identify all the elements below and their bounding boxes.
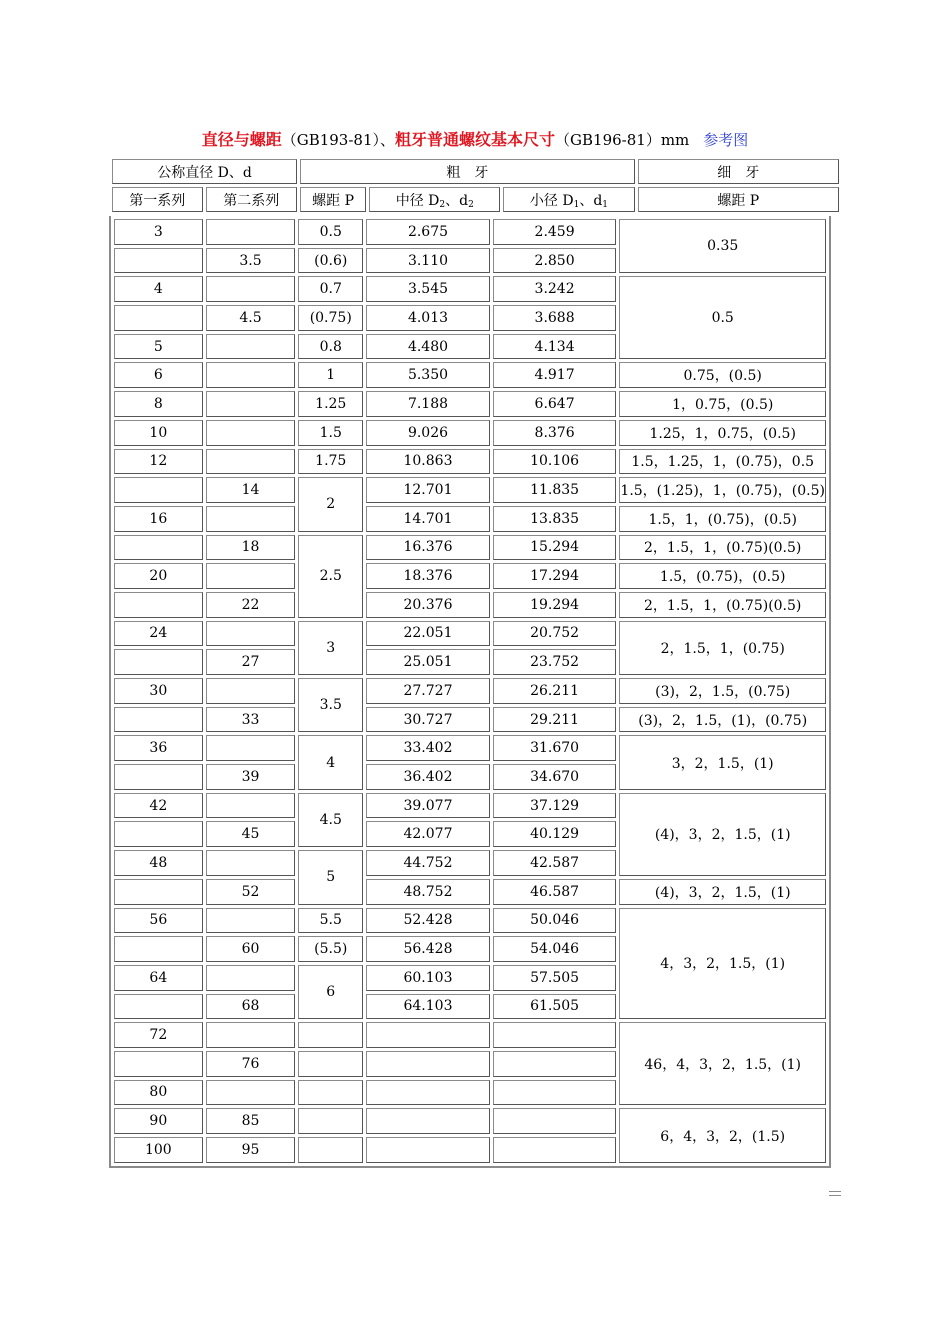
title-part1: 直径与螺距 bbox=[201, 130, 282, 149]
fine-pitch-cell: 1.5，1，(0.75)，(0.5) bbox=[619, 506, 826, 532]
series1-cell: 56 bbox=[114, 908, 203, 934]
pitch-diameter-cell: 36.402 bbox=[366, 764, 490, 790]
coarse-pitch-cell: 3.5 bbox=[298, 678, 363, 732]
table-row bbox=[114, 449, 826, 475]
series2-cell: 22 bbox=[206, 592, 296, 618]
series1-cell bbox=[114, 994, 203, 1020]
pitch-diameter-cell bbox=[366, 1051, 490, 1077]
fine-pitch-cell: 0.5 bbox=[619, 276, 826, 359]
series1-cell: 42 bbox=[114, 793, 203, 819]
series1-cell bbox=[114, 305, 203, 331]
header-series2: 第二系列 bbox=[206, 187, 298, 212]
minor-diameter-cell: 6.647 bbox=[493, 391, 617, 417]
pitch-diameter-cell: 3.545 bbox=[366, 276, 490, 302]
series2-cell bbox=[206, 219, 296, 245]
coarse-pitch-cell: (0.6) bbox=[298, 248, 363, 274]
pitch-diameter-cell: 4.480 bbox=[366, 334, 490, 360]
table-row bbox=[114, 1022, 826, 1048]
minor-diameter-cell: 46.587 bbox=[493, 879, 617, 905]
fine-pitch-cell: 2，1.5，1，(0.75) bbox=[619, 621, 826, 675]
minor-diameter-cell: 3.688 bbox=[493, 305, 617, 331]
series2-cell bbox=[206, 362, 296, 388]
pitch-diameter-cell bbox=[366, 1022, 490, 1048]
coarse-pitch-cell: 0.5 bbox=[298, 219, 363, 245]
table-row bbox=[114, 506, 826, 532]
series1-cell bbox=[114, 936, 203, 962]
minor-diameter-cell: 42.587 bbox=[493, 850, 617, 876]
header-coarse: 粗 牙 bbox=[300, 159, 635, 184]
pitch-diameter-cell: 5.350 bbox=[366, 362, 490, 388]
header-row-2 bbox=[112, 187, 839, 212]
coarse-pitch-cell: 4.5 bbox=[298, 793, 363, 847]
minor-diameter-cell: 54.046 bbox=[493, 936, 617, 962]
pitch-diameter-cell: 22.051 bbox=[366, 621, 490, 647]
coarse-pitch-cell: 2.5 bbox=[298, 535, 363, 618]
coarse-pitch-cell: 2 bbox=[298, 477, 363, 531]
pitch-diameter-cell bbox=[366, 1137, 490, 1163]
minor-diameter-cell: 8.376 bbox=[493, 420, 617, 446]
coarse-pitch-cell bbox=[298, 1108, 363, 1134]
table-edge-decoration bbox=[829, 1191, 841, 1196]
coarse-pitch-cell bbox=[298, 1051, 363, 1077]
header-row-1 bbox=[112, 159, 839, 184]
series1-cell: 5 bbox=[114, 334, 203, 360]
title-std1: （GB193-81）、 bbox=[281, 131, 396, 149]
pitch-diameter-cell: 56.428 bbox=[366, 936, 490, 962]
minor-diameter-cell bbox=[493, 1108, 617, 1134]
minor-diameter-cell bbox=[493, 1080, 617, 1106]
coarse-pitch-cell bbox=[298, 1022, 363, 1048]
series2-cell: 68 bbox=[206, 994, 296, 1020]
minor-diameter-cell: 37.129 bbox=[493, 793, 617, 819]
page-title bbox=[0, 130, 950, 150]
fine-pitch-cell: (3)，2，1.5，(1)，(0.75) bbox=[619, 707, 826, 733]
series2-cell bbox=[206, 965, 296, 991]
pitch-diameter-cell: 7.188 bbox=[366, 391, 490, 417]
pitch-diameter-cell: 14.701 bbox=[366, 506, 490, 532]
series1-cell: 64 bbox=[114, 965, 203, 991]
pitch-diameter-cell: 12.701 bbox=[366, 477, 490, 503]
fine-pitch-cell: 1.25，1，0.75，(0.5) bbox=[619, 420, 826, 446]
series2-cell bbox=[206, 850, 296, 876]
pitch-diameter-cell bbox=[366, 1080, 490, 1106]
minor-diameter-cell: 50.046 bbox=[493, 908, 617, 934]
series1-cell bbox=[114, 879, 203, 905]
pitch-diameter-cell: 9.026 bbox=[366, 420, 490, 446]
coarse-pitch-cell: 0.7 bbox=[298, 276, 363, 302]
minor-diameter-cell: 26.211 bbox=[493, 678, 617, 704]
fine-pitch-cell: 1，0.75，(0.5) bbox=[619, 391, 826, 417]
minor-diameter-cell: 20.752 bbox=[493, 621, 617, 647]
header-table bbox=[109, 156, 842, 215]
title-std2: （GB196-81）mm bbox=[555, 131, 690, 149]
table-row bbox=[114, 908, 826, 934]
coarse-pitch-cell: 5 bbox=[298, 850, 363, 904]
series2-cell bbox=[206, 334, 296, 360]
pitch-diameter-cell: 16.376 bbox=[366, 535, 490, 561]
pitch-diameter-cell: 20.376 bbox=[366, 592, 490, 618]
series2-cell bbox=[206, 1080, 296, 1106]
series2-cell: 52 bbox=[206, 879, 296, 905]
series2-cell: 14 bbox=[206, 477, 296, 503]
header-nominal-diameter: 公称直径 D、d bbox=[112, 159, 297, 184]
series1-cell: 3 bbox=[114, 219, 203, 245]
series2-cell bbox=[206, 793, 296, 819]
fine-pitch-cell: 2，1.5，1，(0.75)(0.5) bbox=[619, 535, 826, 561]
fine-pitch-cell: 1.5，(0.75)，(0.5) bbox=[619, 563, 826, 589]
coarse-pitch-cell: 1.5 bbox=[298, 420, 363, 446]
minor-diameter-cell: 13.835 bbox=[493, 506, 617, 532]
coarse-pitch-cell bbox=[298, 1137, 363, 1163]
table-row bbox=[114, 879, 826, 905]
pitch-diameter-cell: 39.077 bbox=[366, 793, 490, 819]
fine-pitch-cell: 0.75，(0.5) bbox=[619, 362, 826, 388]
header-pitch-diameter: 中径 $D_2$、$d_2$ bbox=[369, 187, 500, 212]
fine-pitch-cell: (4)，3，2，1.5，(1) bbox=[619, 879, 826, 905]
title-part2: 粗牙普通螺纹基本尺寸 bbox=[395, 130, 556, 149]
reference-figure-link[interactable]: 参考图 bbox=[703, 131, 749, 149]
pitch-diameter-cell: 3.110 bbox=[366, 248, 490, 274]
series2-cell: 95 bbox=[206, 1137, 296, 1163]
minor-diameter-cell: 40.129 bbox=[493, 821, 617, 847]
pitch-diameter-cell: 44.752 bbox=[366, 850, 490, 876]
minor-diameter-cell: 61.505 bbox=[493, 994, 617, 1020]
fine-pitch-cell: 46，4，3，2，1.5，(1) bbox=[619, 1022, 826, 1105]
pitch-diameter-cell: 48.752 bbox=[366, 879, 490, 905]
coarse-pitch-cell: (5.5) bbox=[298, 936, 363, 962]
coarse-pitch-cell: 5.5 bbox=[298, 908, 363, 934]
coarse-pitch-cell: 1 bbox=[298, 362, 363, 388]
minor-diameter-cell: 19.294 bbox=[493, 592, 617, 618]
series1-cell bbox=[114, 592, 203, 618]
series1-cell: 30 bbox=[114, 678, 203, 704]
series2-cell bbox=[206, 1022, 296, 1048]
minor-diameter-cell: 11.835 bbox=[493, 477, 617, 503]
pitch-diameter-cell: 30.727 bbox=[366, 707, 490, 733]
series1-cell: 16 bbox=[114, 506, 203, 532]
minor-diameter-cell: 34.670 bbox=[493, 764, 617, 790]
table-row bbox=[114, 477, 826, 503]
pitch-diameter-cell: 4.013 bbox=[366, 305, 490, 331]
series1-cell bbox=[114, 821, 203, 847]
fine-pitch-cell: 1.5，(1.25)，1，(0.75)，(0.5) bbox=[619, 477, 826, 503]
header-pitch: 螺距 P bbox=[300, 187, 366, 212]
header-minor-diameter: 小径 $D_1$、$d_1$ bbox=[503, 187, 634, 212]
minor-diameter-cell: 29.211 bbox=[493, 707, 617, 733]
header-series1: 第一系列 bbox=[112, 187, 203, 212]
pitch-diameter-cell: 42.077 bbox=[366, 821, 490, 847]
fine-pitch-cell: 1.5，1.25，1，(0.75)，0.5 bbox=[619, 449, 826, 475]
table-row bbox=[114, 592, 826, 618]
pitch-diameter-cell: 27.727 bbox=[366, 678, 490, 704]
coarse-pitch-cell: 1.25 bbox=[298, 391, 363, 417]
series1-cell bbox=[114, 535, 203, 561]
coarse-pitch-cell bbox=[298, 1080, 363, 1106]
table-row bbox=[114, 563, 826, 589]
table-row bbox=[114, 219, 826, 245]
series1-cell: 24 bbox=[114, 621, 203, 647]
series2-cell: 4.5 bbox=[206, 305, 296, 331]
series1-cell: 90 bbox=[114, 1108, 203, 1134]
series2-cell: 18 bbox=[206, 535, 296, 561]
coarse-pitch-cell: 1.75 bbox=[298, 449, 363, 475]
table-row bbox=[114, 420, 826, 446]
series2-cell: 27 bbox=[206, 649, 296, 675]
minor-diameter-cell: 23.752 bbox=[493, 649, 617, 675]
fine-pitch-cell: 2，1.5，1，(0.75)(0.5) bbox=[619, 592, 826, 618]
table-row bbox=[114, 276, 826, 302]
table-row bbox=[114, 1108, 826, 1134]
series2-cell bbox=[206, 735, 296, 761]
table-row bbox=[114, 678, 826, 704]
fine-pitch-cell: 4，3，2，1.5，(1) bbox=[619, 908, 826, 1020]
series2-cell bbox=[206, 420, 296, 446]
pitch-diameter-cell bbox=[366, 1108, 490, 1134]
series1-cell: 48 bbox=[114, 850, 203, 876]
coarse-pitch-cell: 4 bbox=[298, 735, 363, 789]
series2-cell: 60 bbox=[206, 936, 296, 962]
fine-pitch-cell: 6，4，3，2，(1.5) bbox=[619, 1108, 826, 1162]
pitch-diameter-cell: 52.428 bbox=[366, 908, 490, 934]
minor-diameter-cell bbox=[493, 1022, 617, 1048]
series2-cell: 45 bbox=[206, 821, 296, 847]
minor-diameter-cell: 3.242 bbox=[493, 276, 617, 302]
fine-pitch-cell: (3)，2，1.5，(0.75) bbox=[619, 678, 826, 704]
series2-cell bbox=[206, 391, 296, 417]
series1-cell: 100 bbox=[114, 1137, 203, 1163]
pitch-diameter-cell: 33.402 bbox=[366, 735, 490, 761]
table-row bbox=[114, 621, 826, 647]
series2-cell: 3.5 bbox=[206, 248, 296, 274]
minor-diameter-cell: 4.917 bbox=[493, 362, 617, 388]
series2-cell bbox=[206, 678, 296, 704]
series2-cell bbox=[206, 449, 296, 475]
data-table-frame bbox=[109, 216, 831, 1168]
series2-cell: 39 bbox=[206, 764, 296, 790]
minor-diameter-cell: 10.106 bbox=[493, 449, 617, 475]
pitch-diameter-cell: 25.051 bbox=[366, 649, 490, 675]
series1-cell: 72 bbox=[114, 1022, 203, 1048]
series1-cell: 12 bbox=[114, 449, 203, 475]
data-table bbox=[111, 216, 829, 1166]
series1-cell bbox=[114, 248, 203, 274]
series2-cell: 33 bbox=[206, 707, 296, 733]
minor-diameter-cell: 31.670 bbox=[493, 735, 617, 761]
pitch-diameter-cell: 60.103 bbox=[366, 965, 490, 991]
minor-diameter-cell: 57.505 bbox=[493, 965, 617, 991]
series1-cell: 8 bbox=[114, 391, 203, 417]
pitch-diameter-cell: 64.103 bbox=[366, 994, 490, 1020]
minor-diameter-cell bbox=[493, 1137, 617, 1163]
minor-diameter-cell: 17.294 bbox=[493, 563, 617, 589]
series2-cell: 85 bbox=[206, 1108, 296, 1134]
minor-diameter-cell: 4.134 bbox=[493, 334, 617, 360]
pitch-diameter-cell: 2.675 bbox=[366, 219, 490, 245]
minor-diameter-cell: 2.850 bbox=[493, 248, 617, 274]
series1-cell: 6 bbox=[114, 362, 203, 388]
series2-cell bbox=[206, 276, 296, 302]
series2-cell bbox=[206, 506, 296, 532]
table-row bbox=[114, 793, 826, 819]
table-row bbox=[114, 707, 826, 733]
series1-cell bbox=[114, 764, 203, 790]
pitch-diameter-cell: 18.376 bbox=[366, 563, 490, 589]
series2-cell bbox=[206, 621, 296, 647]
coarse-pitch-cell: (0.75) bbox=[298, 305, 363, 331]
table-row bbox=[114, 391, 826, 417]
pitch-diameter-cell: 10.863 bbox=[366, 449, 490, 475]
series1-cell: 80 bbox=[114, 1080, 203, 1106]
table-row bbox=[114, 535, 826, 561]
series2-cell: 76 bbox=[206, 1051, 296, 1077]
series2-cell bbox=[206, 908, 296, 934]
minor-diameter-cell: 15.294 bbox=[493, 535, 617, 561]
minor-diameter-cell bbox=[493, 1051, 617, 1077]
series1-cell bbox=[114, 649, 203, 675]
series1-cell: 20 bbox=[114, 563, 203, 589]
series1-cell bbox=[114, 1051, 203, 1077]
series1-cell: 36 bbox=[114, 735, 203, 761]
series1-cell: 4 bbox=[114, 276, 203, 302]
table-row bbox=[114, 362, 826, 388]
header-fine-pitch: 螺距 P bbox=[638, 187, 839, 212]
coarse-pitch-cell: 6 bbox=[298, 965, 363, 1019]
coarse-pitch-cell: 3 bbox=[298, 621, 363, 675]
series1-cell: 10 bbox=[114, 420, 203, 446]
fine-pitch-cell: 0.35 bbox=[619, 219, 826, 273]
table-row bbox=[114, 735, 826, 761]
minor-diameter-cell: 2.459 bbox=[493, 219, 617, 245]
coarse-pitch-cell: 0.8 bbox=[298, 334, 363, 360]
series1-cell bbox=[114, 477, 203, 503]
fine-pitch-cell: 3，2，1.5，(1) bbox=[619, 735, 826, 789]
header-fine: 细 牙 bbox=[638, 159, 839, 184]
series1-cell bbox=[114, 707, 203, 733]
series2-cell bbox=[206, 563, 296, 589]
fine-pitch-cell: (4)，3，2，1.5，(1) bbox=[619, 793, 826, 876]
